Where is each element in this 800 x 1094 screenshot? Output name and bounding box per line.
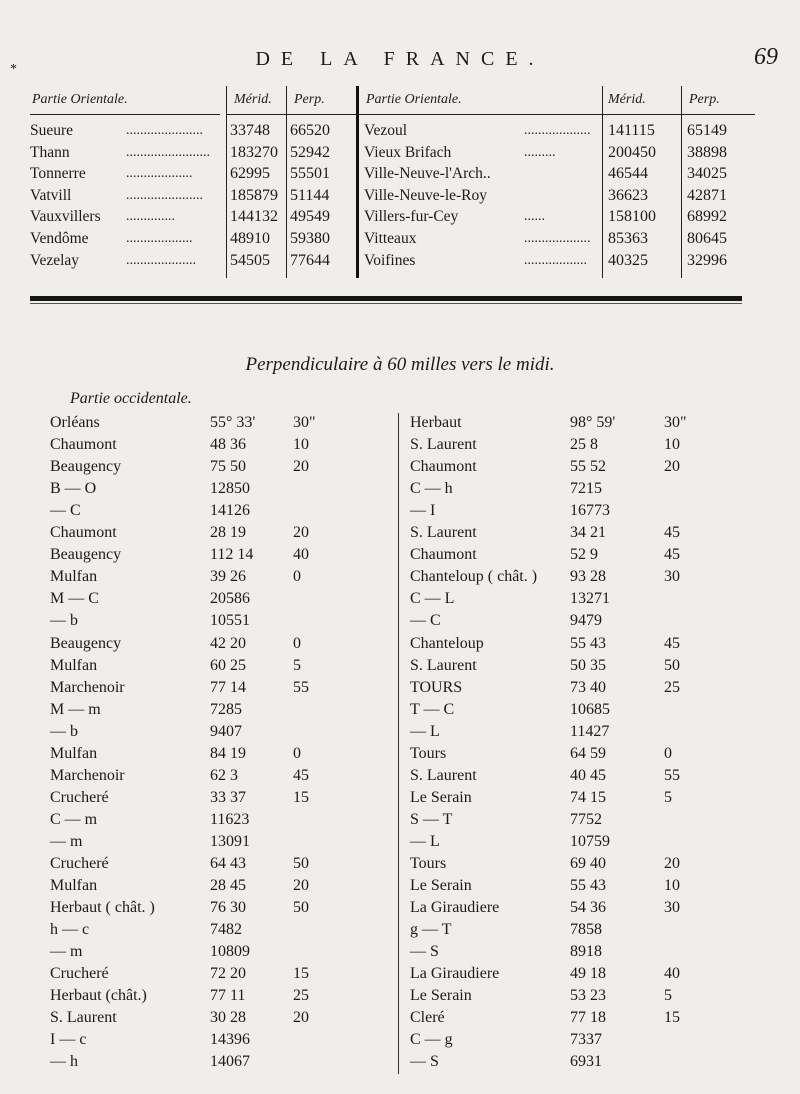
station-name: — I: [410, 502, 436, 520]
station-name: — C: [410, 612, 441, 630]
measure-value: 77 18: [570, 1009, 606, 1027]
measure-value: 9407: [210, 722, 242, 740]
seconds-value: 15: [293, 965, 309, 983]
seconds-value: 10: [664, 877, 680, 895]
place-name: Vieux Brifach: [364, 143, 452, 161]
right-header-name: Partie Orientale.: [366, 92, 462, 107]
place-name: Thann: [30, 143, 70, 161]
measure-value: 48 36: [210, 436, 246, 454]
station-name: Le Serain: [410, 788, 472, 806]
meridian-value: 183270: [230, 143, 278, 161]
perpendicular-value: 38898: [687, 143, 727, 161]
top-table: [30, 84, 755, 280]
station-name: Mulfan: [50, 744, 98, 762]
measure-value: 39 26: [210, 568, 246, 586]
measure-value: 55 43: [570, 634, 606, 652]
measure-row: [0, 767, 800, 789]
measure-value: 11427: [570, 722, 610, 740]
perpendicular-value: 49549: [290, 208, 330, 226]
measure-value: 7858: [570, 921, 602, 939]
station-name: Tours: [410, 855, 447, 872]
seconds-value: 45: [664, 524, 680, 542]
station-name: Chaumont: [410, 458, 477, 476]
perpendicular-value: 55501: [290, 165, 330, 183]
measure-value: 30 28: [210, 1009, 246, 1027]
measure-row: [0, 1053, 800, 1075]
seconds-value: 55: [293, 678, 309, 696]
measure-value: 74 15: [570, 788, 606, 806]
leader-dots: ......................: [126, 187, 203, 203]
measure-row: [0, 458, 800, 480]
meridian-value: 36623: [608, 186, 648, 204]
leader-dots: .........: [524, 144, 556, 160]
leader-dots: ..............: [126, 209, 175, 225]
seconds-value: 30: [664, 568, 680, 586]
measure-row: [0, 590, 800, 612]
place-name: Vezelay: [30, 251, 80, 269]
measure-value: 112 14: [210, 546, 254, 564]
place-name: Ville-Neuve-le-Roy: [364, 186, 488, 204]
seconds-value: 0: [293, 634, 301, 652]
station-name: B — O: [50, 480, 97, 498]
station-name: Mulfan: [50, 877, 98, 895]
double-rule-thick: [30, 296, 742, 301]
measure-value: 10809: [210, 943, 250, 961]
leader-dots: ..................: [524, 252, 587, 268]
meridian-value: 85363: [608, 230, 648, 247]
place-name: Vezoul: [364, 122, 408, 139]
measure-row: [0, 612, 800, 634]
meridian-value: 54505: [230, 251, 270, 269]
measure-value: 11623: [210, 810, 250, 828]
meridian-value: 144132: [230, 208, 278, 226]
station-name: Marchenoir: [50, 766, 125, 784]
measure-row: [0, 745, 800, 767]
station-name: — m: [50, 832, 83, 850]
seconds-value: 20: [293, 877, 309, 895]
measure-row: [0, 524, 800, 546]
measure-value: 72 20: [210, 965, 246, 983]
seconds-value: 50: [664, 656, 680, 674]
station-name: La Giraudiere: [410, 899, 500, 917]
seconds-value: 5: [293, 656, 301, 674]
measure-value: 16773: [570, 502, 610, 520]
seconds-value: 0: [293, 744, 301, 762]
measure-value: 73 40: [570, 678, 606, 696]
station-name: Chaumont: [50, 524, 117, 542]
measure-value: 7337: [570, 1031, 602, 1049]
station-name: — S: [410, 1053, 439, 1071]
measure-row: [0, 855, 800, 877]
station-name: Herbaut (chât.): [50, 987, 147, 1005]
measure-value: 33 37: [210, 788, 246, 806]
seconds-value: 5: [664, 987, 672, 1005]
station-name: C — h: [410, 480, 453, 498]
station-name: — m: [50, 943, 83, 961]
leader-dots: ......................: [126, 123, 203, 138]
meridian-value: 200450: [608, 143, 656, 161]
station-name: Crucheré: [50, 788, 109, 806]
seconds-value: 10: [293, 436, 309, 454]
right-header-perp: Perp.: [689, 92, 720, 107]
place-name: Vauxvillers: [30, 208, 101, 226]
measure-value: 76 30: [210, 899, 246, 917]
seconds-value: 50: [293, 855, 309, 872]
place-name: Villers-fur-Cey: [364, 208, 459, 226]
measure-value: 9479: [570, 612, 602, 630]
measure-row: [0, 811, 800, 833]
measure-value: 49 18: [570, 965, 606, 983]
center-column-rule: [356, 86, 359, 278]
meridian-value: 48910: [230, 230, 270, 247]
perpendicular-value: 80645: [687, 230, 727, 247]
perpendicular-value: 59380: [290, 230, 330, 247]
seconds-value: 20: [293, 458, 309, 476]
station-name: — L: [410, 722, 440, 740]
measure-row: [0, 1031, 800, 1053]
measure-value: 13091: [210, 832, 250, 850]
seconds-value: 30": [293, 414, 316, 431]
measure-value: 7752: [570, 810, 602, 828]
station-name: Orléans: [50, 414, 100, 431]
meridian-value: 33748: [230, 122, 270, 139]
measure-value: 60 25: [210, 656, 246, 674]
perpendicular-value: 65149: [687, 122, 727, 139]
measure-row: [0, 921, 800, 943]
measure-value: 54 36: [570, 899, 606, 917]
measure-row: [0, 899, 800, 921]
measure-row: [0, 987, 800, 1009]
seconds-value: 20: [664, 855, 680, 872]
leader-dots: ...................: [126, 231, 193, 246]
station-name: T — C: [410, 700, 455, 718]
measure-row: [0, 480, 800, 502]
page-number: 69: [754, 44, 778, 70]
measure-row: [0, 414, 800, 436]
measure-value: 10551: [210, 612, 250, 630]
station-name: Cleré: [410, 1009, 445, 1027]
place-name: Vendôme: [30, 230, 89, 247]
seconds-value: 20: [293, 524, 309, 542]
seconds-value: 30": [664, 414, 687, 431]
station-name: S. Laurent: [410, 436, 477, 454]
measure-row: [0, 701, 800, 723]
station-name: S. Laurent: [410, 524, 477, 542]
measure-value: 20586: [210, 590, 250, 608]
station-name: — S: [410, 943, 439, 961]
seconds-value: 5: [664, 788, 672, 806]
seconds-value: 30: [664, 899, 680, 917]
running-title: DE LA FRANCE.: [255, 48, 545, 70]
station-name: Marchenoir: [50, 678, 125, 696]
station-name: S. Laurent: [410, 766, 477, 784]
measure-row: [0, 965, 800, 987]
left-header-merid: Mérid.: [234, 92, 272, 107]
measure-value: 13271: [570, 590, 610, 608]
measure-value: 40 45: [570, 766, 606, 784]
perpendicular-value: 42871: [687, 186, 727, 204]
station-name: Herbaut ( chât. ): [50, 899, 155, 917]
measure-value: 77 11: [210, 987, 246, 1005]
station-name: TOURS: [410, 678, 463, 696]
measure-value: 25 8: [570, 436, 598, 454]
measure-row: [0, 502, 800, 524]
station-name: — C: [50, 502, 81, 520]
seconds-value: 45: [664, 546, 680, 564]
left-header-name: Partie Orientale.: [32, 92, 128, 107]
measure-value: 14126: [210, 502, 250, 520]
double-rule-thin: [30, 303, 742, 304]
station-name: Le Serain: [410, 987, 472, 1005]
station-name: g — T: [410, 921, 452, 939]
measure-row: [0, 877, 800, 899]
section-subtitle: Perpendiculaire à 60 milles vers le midi.: [245, 354, 555, 375]
seconds-value: 15: [664, 1009, 680, 1027]
station-name: — h: [50, 1053, 78, 1071]
meridian-value: 158100: [608, 208, 656, 226]
measure-value: 28 19: [210, 524, 246, 542]
measure-value: 55° 33': [210, 414, 256, 431]
header-rule: [226, 114, 755, 115]
measure-value: 53 23: [570, 987, 606, 1005]
station-name: C — L: [410, 590, 455, 608]
station-name: La Giraudiere: [410, 965, 500, 983]
measure-value: 12850: [210, 480, 250, 498]
column-rule: [226, 86, 227, 278]
station-name: — b: [50, 612, 78, 630]
place-name: Ville-Neuve-l'Arch..: [364, 165, 491, 183]
station-name: I — c: [50, 1031, 87, 1049]
station-name: Mulfan: [50, 568, 98, 586]
station-name: M — C: [50, 590, 99, 608]
perpendicular-value: 52942: [290, 143, 330, 161]
measure-value: 55 43: [570, 877, 606, 895]
leader-dots: ...................: [524, 231, 591, 246]
perpendicular-value: 51144: [290, 186, 330, 204]
perpendicular-value: 34025: [687, 165, 727, 183]
station-name: Beaugency: [50, 634, 122, 652]
seconds-value: 0: [664, 744, 672, 762]
station-name: Tours: [410, 744, 447, 762]
measure-row: [0, 657, 800, 679]
seconds-value: 25: [664, 678, 680, 696]
seconds-value: 25: [293, 987, 309, 1005]
column-rule: [286, 86, 287, 278]
station-name: Herbaut: [410, 414, 462, 431]
measure-row: [0, 1009, 800, 1031]
seconds-value: 20: [664, 458, 680, 476]
perpendicular-value: 66520: [290, 122, 330, 139]
seconds-value: 50: [293, 899, 309, 917]
leader-dots: ....................: [126, 252, 196, 268]
measure-row: [0, 436, 800, 458]
measure-value: 7482: [210, 921, 242, 939]
column-rule: [602, 86, 603, 278]
station-name: S. Laurent: [410, 656, 477, 674]
meridian-value: 46544: [608, 165, 648, 183]
seconds-value: 40: [293, 546, 309, 564]
right-header-merid: Mérid.: [608, 92, 646, 107]
measure-value: 64 59: [570, 744, 606, 762]
measure-value: 14067: [210, 1053, 250, 1071]
place-name: Tonnerre: [30, 165, 86, 183]
station-name: Chaumont: [410, 546, 477, 564]
meridian-value: 40325: [608, 251, 648, 269]
station-name: — L: [410, 832, 440, 850]
seconds-value: 45: [664, 634, 680, 652]
seconds-value: 15: [293, 788, 309, 806]
measure-value: 28 45: [210, 877, 246, 895]
station-name: Beaugency: [50, 546, 122, 564]
perpendicular-value: 77644: [290, 251, 330, 269]
measure-value: 77 14: [210, 678, 246, 696]
station-name: Crucheré: [50, 855, 109, 872]
measure-value: 98° 59': [570, 414, 616, 431]
station-name: Crucheré: [50, 965, 109, 983]
station-name: Beaugency: [50, 458, 122, 476]
left-header-perp: Perp.: [294, 92, 325, 107]
station-name: Chanteloup ( chât. ): [410, 568, 538, 586]
measure-value: 62 3: [210, 766, 238, 784]
seconds-value: 20: [293, 1009, 309, 1027]
measure-value: 7285: [210, 700, 242, 718]
place-name: Vatvill: [30, 186, 72, 204]
measure-value: 34 21: [570, 524, 606, 542]
place-name: Voifines: [364, 251, 416, 269]
leader-dots: ........................: [126, 144, 210, 160]
measure-value: 8918: [570, 943, 602, 961]
leader-dots: ...................: [524, 123, 591, 138]
measure-row: [0, 789, 800, 811]
measure-value: 55 52: [570, 458, 606, 476]
margin-mark: *: [10, 62, 17, 77]
measure-row: [0, 546, 800, 568]
station-name: — b: [50, 722, 78, 740]
station-name: S. Laurent: [50, 1009, 117, 1027]
station-name: S — T: [410, 810, 453, 828]
seconds-value: 0: [293, 568, 301, 586]
measure-value: 69 40: [570, 855, 606, 872]
station-name: M — m: [50, 700, 101, 718]
place-name: Vitteaux: [364, 230, 417, 247]
seconds-value: 55: [664, 766, 680, 784]
station-name: h — c: [50, 921, 90, 939]
leader-dots: ......: [524, 209, 545, 225]
measure-value: 10685: [570, 700, 610, 718]
measure-value: 6931: [570, 1053, 602, 1071]
meridian-value: 185879: [230, 186, 278, 204]
station-name: Chanteloup: [410, 634, 484, 652]
seconds-value: 45: [293, 766, 309, 784]
leader-dots: ...................: [126, 166, 193, 182]
station-name: C — g: [410, 1031, 453, 1049]
seconds-value: 10: [664, 436, 680, 454]
meridian-value: 62995: [230, 165, 270, 183]
station-name: Le Serain: [410, 877, 472, 895]
measure-value: 14396: [210, 1031, 250, 1049]
measure-value: 42 20: [210, 634, 246, 652]
station-name: Chaumont: [50, 436, 117, 454]
measure-row: [0, 833, 800, 855]
measure-value: 84 19: [210, 744, 246, 762]
station-name: Mulfan: [50, 656, 98, 674]
measure-value: 10759: [570, 832, 610, 850]
left-caption: Partie occidentale.: [70, 390, 192, 407]
measure-row: [0, 635, 800, 657]
measure-value: 7215: [570, 480, 602, 498]
measure-value: 52 9: [570, 546, 598, 564]
measure-value: 75 50: [210, 458, 246, 476]
perpendicular-value: 68992: [687, 208, 727, 226]
measure-value: 50 35: [570, 656, 606, 674]
perpendicular-value: 32996: [687, 251, 727, 269]
measure-row: [0, 679, 800, 701]
measure-value: 93 28: [570, 568, 606, 586]
measure-row: [0, 943, 800, 965]
column-rule: [681, 86, 682, 278]
measure-row: [0, 568, 800, 590]
measure-value: 64 43: [210, 855, 246, 872]
seconds-value: 40: [664, 965, 680, 983]
header-rule: [30, 114, 220, 115]
measure-row: [0, 723, 800, 745]
station-name: C — m: [50, 810, 98, 828]
place-name: Sueure: [30, 122, 74, 139]
meridian-value: 141115: [608, 122, 655, 139]
